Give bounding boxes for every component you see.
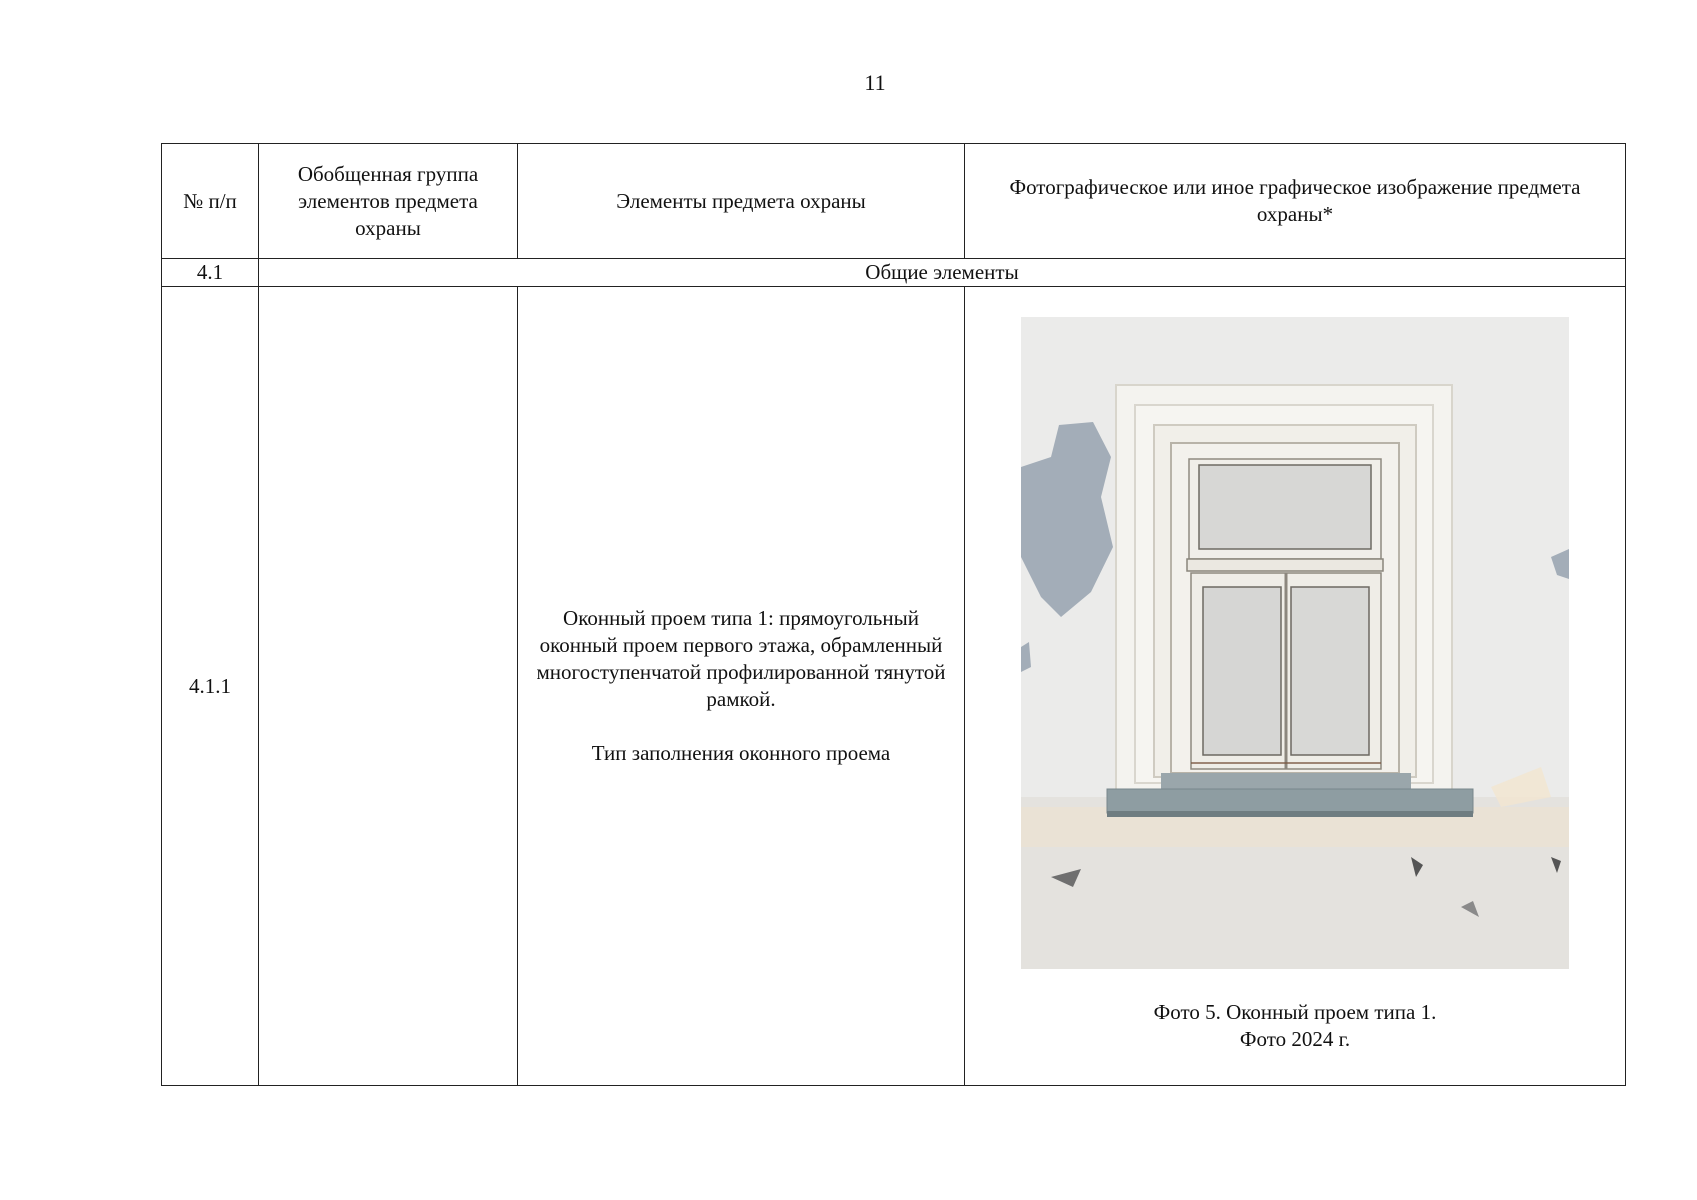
row-group [259,287,518,1086]
photo-caption: Фото 5. Оконный проем типа 1. Фото 2024 г. [1153,1000,1437,1051]
row-number: 4.1.1 [162,287,259,1086]
header-number: № п/п [162,144,259,259]
header-image: Фотографическое или иное графическое изображение предмета охраны* [965,144,1626,259]
section-row [162,259,1626,287]
header-group: Обобщенная группа элементов предмета охраны [259,144,518,259]
header-elements: Элементы предмета охраны [518,144,965,259]
section-number: 4.1 [162,259,259,287]
table-header-row [162,144,1626,259]
row-photo-cell [965,287,1626,1086]
row-elements: Оконный проем типа 1: прямоугольный оконный проем первого этажа, обрамленный многоступенчатой профилированной тянутой рамкой. Тип заполнения оконного проема [518,287,965,1086]
protection-elements-table [161,143,1626,1086]
table-row [162,287,1626,1086]
page-number: 11 [864,70,886,95]
section-title: Общие элементы [259,259,1626,287]
window-photo [1021,317,1569,969]
